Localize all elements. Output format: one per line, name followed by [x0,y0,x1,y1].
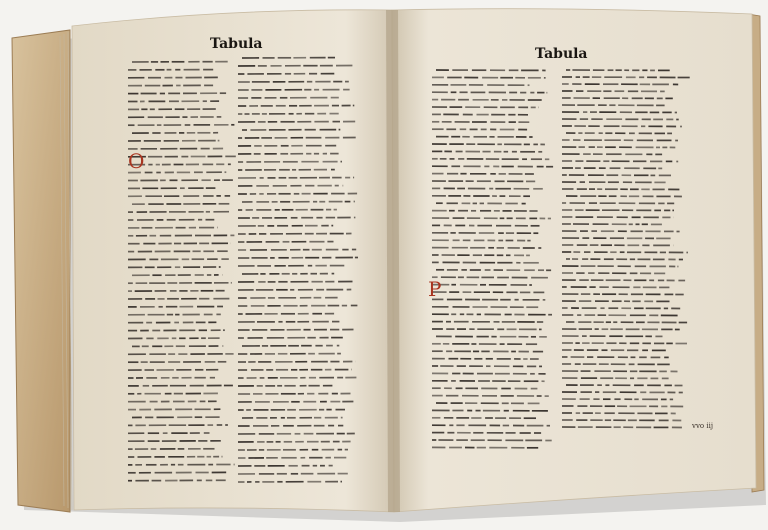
left-rubric-initial: O [128,149,145,173]
book-cover [12,30,70,512]
right-running-head: Tabula [535,46,588,62]
right-signature-mark: vvo iij [692,422,713,430]
gutter-shadow [386,10,400,512]
right-rubric-initial: P [428,277,442,301]
left-running-head: Tabula [210,36,263,52]
left-page [72,10,394,512]
